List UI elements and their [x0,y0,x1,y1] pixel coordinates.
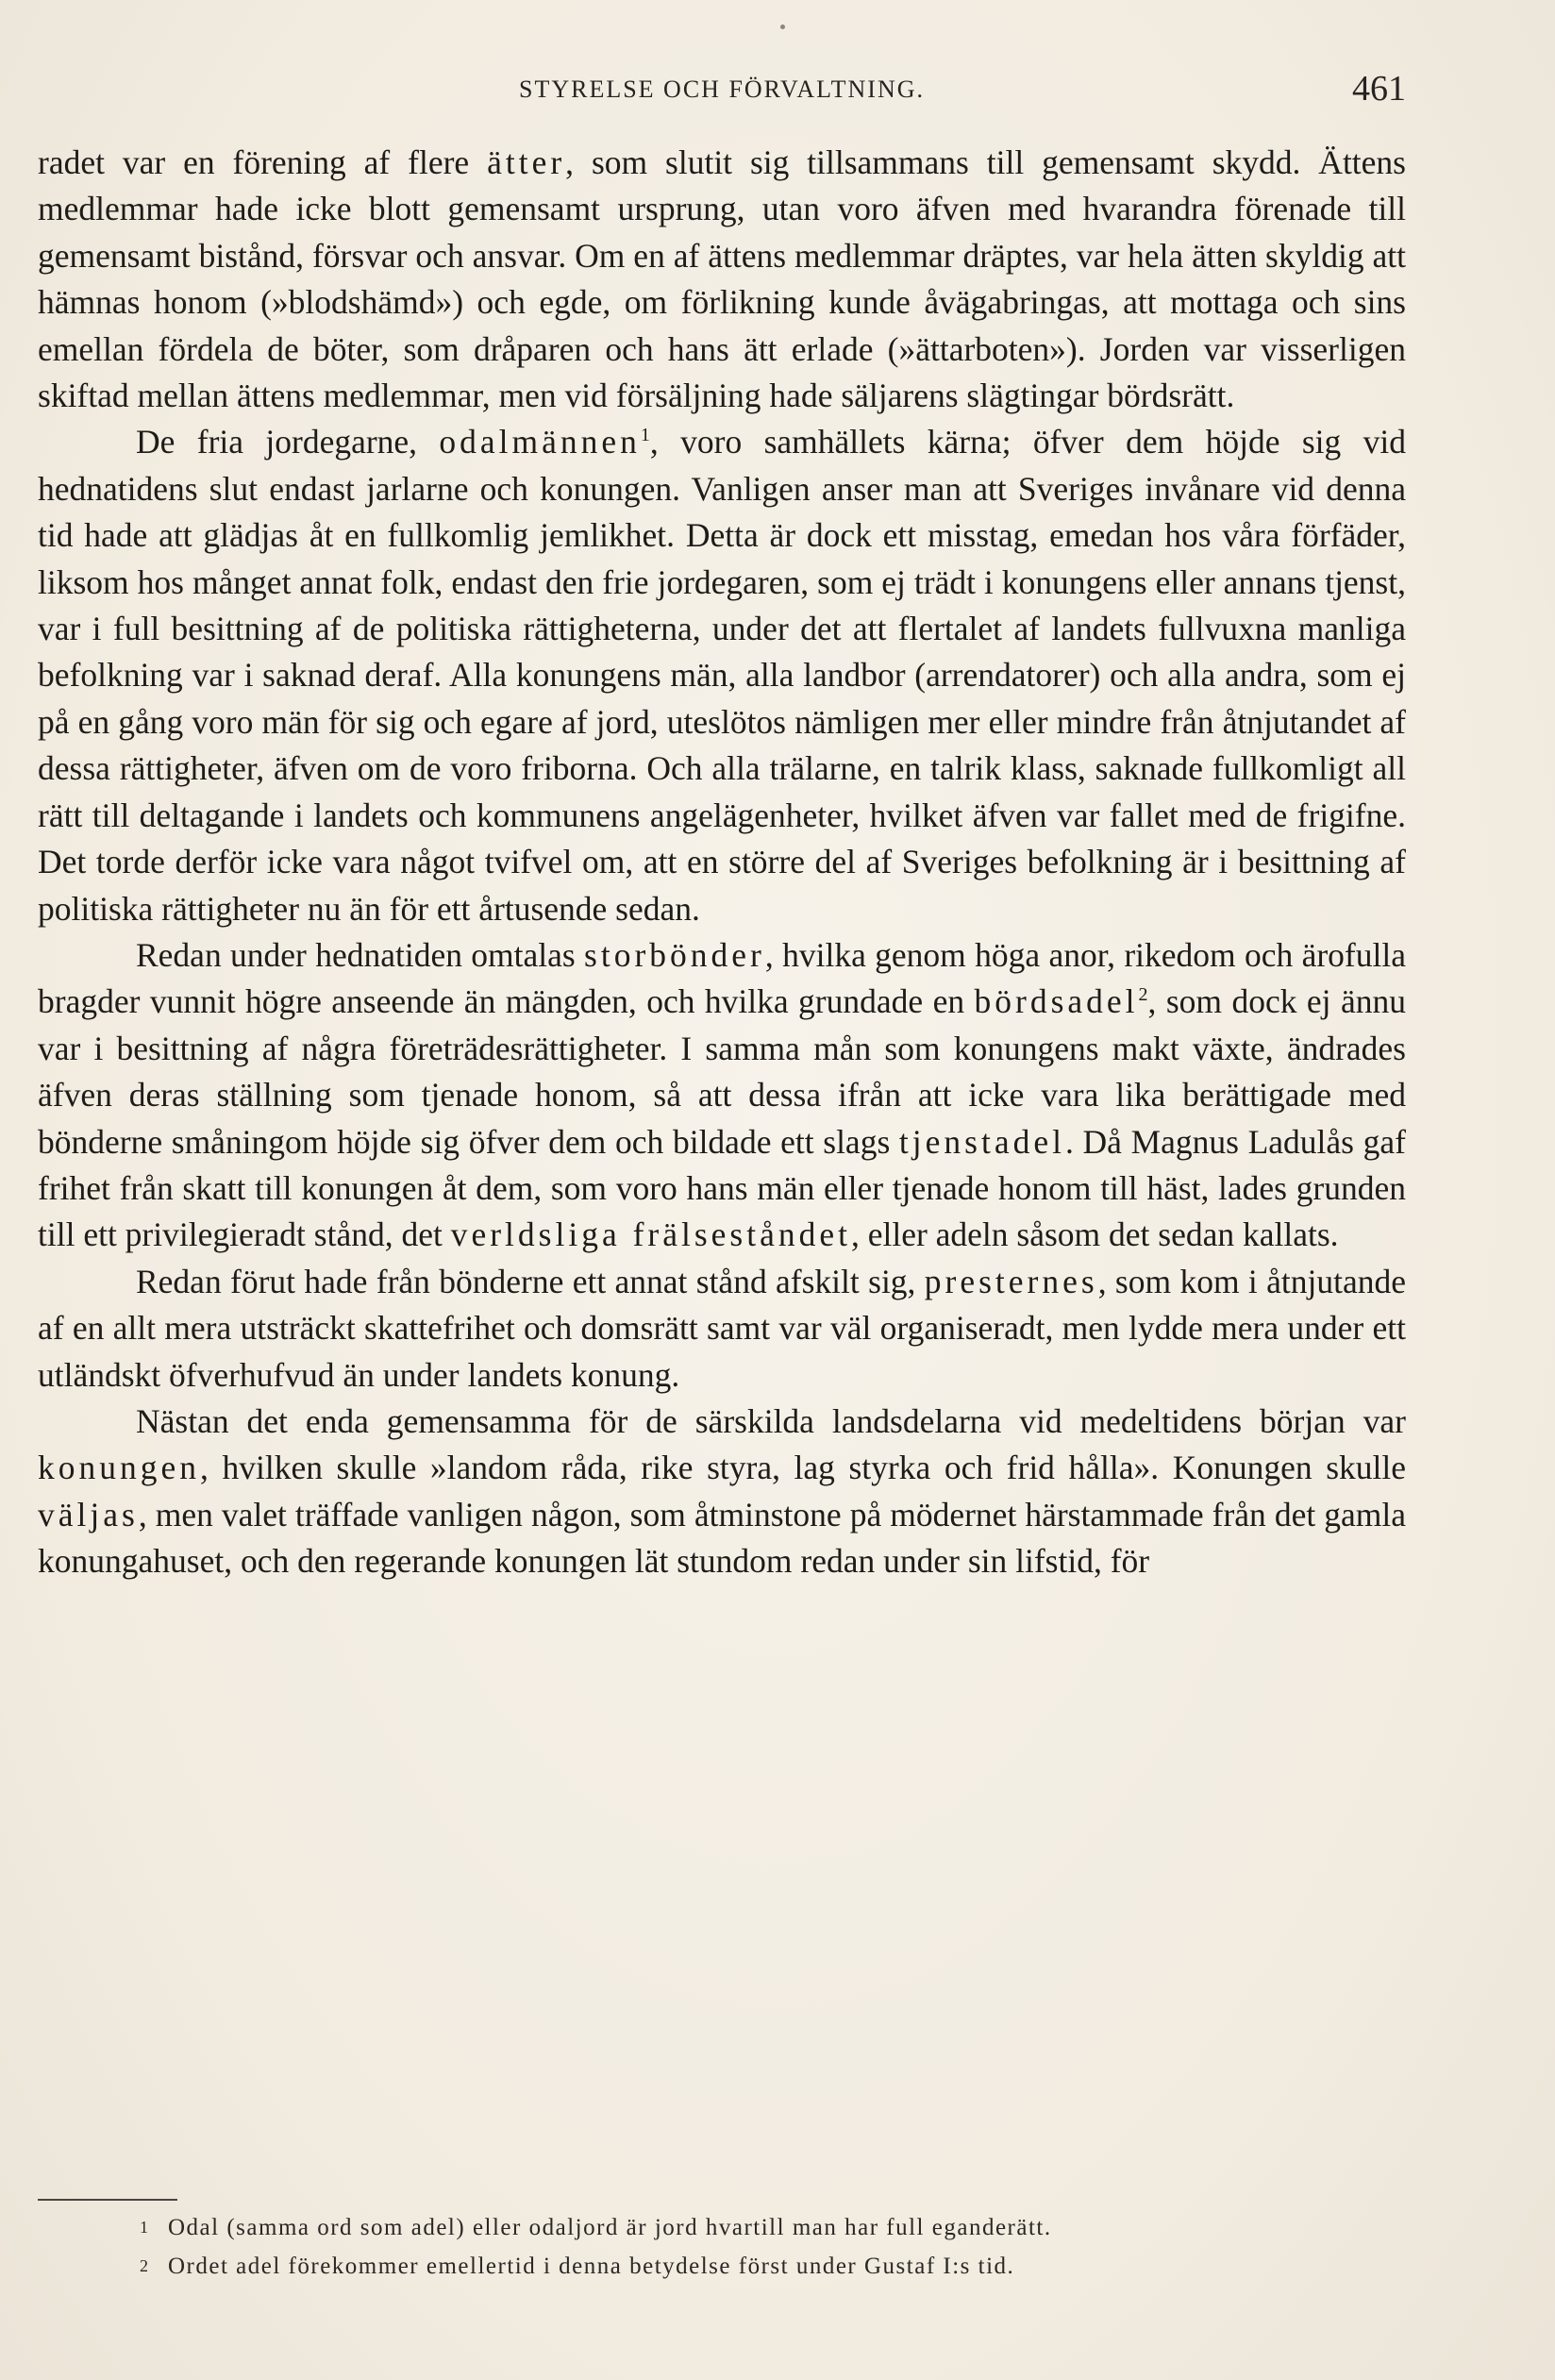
text-run: , som dock ej ännu var i besittning af några företrädesrättigheter. I samma mån som konungens makt växte, ändrades äfven deras ställning som tjenade honom, så att dessa ifrån att icke vara lika berättigade med bönderne småningom höjde sig öfver dem och bildade ett slags [38,982,1406,1161]
page-header [38,66,1406,113]
text-run: , hvilka genom höga anor, rikedom och ärofulla bragder vunnit högre anseende än mängden, och hvilka grundade en [38,935,1406,1021]
print-dot [780,25,785,29]
emphasized-term: ätter [487,143,566,181]
text-run: , voro samhällets kärna; öfver dem höjde sig vid hednatidens slut endast jarlarne och konungen. Vanligen anser man att Sveriges invånare vid denna tid hade att glädjas åt en fullkomlig jemlikhet. Detta är dock ett misstag, emedan hos våra förfäder, liksom hos månget annat folk, endast den frie jordegaren, som ej trädt i konungens eller annans tjenst, var i full besittning af de politiska rättigheterna, under det att flertalet af landets fullvuxna manliga befolkning var i saknad deraf. Alla konungens män, alla landbor (arrendatorer) och alla andra, som ej på en gång voro män för sig och egare af jord, uteslötos nämligen mer eller mindre från åtnjutandet af dessa rättigheter, äfven om de voro friborna. Och alla trälarne, en talrik klass, saknade fullkomligt all rätt till deltagande i landets och kommunens angelägenheter, hvilket äfven var fallet med de frigifne. Det torde derför icke vara något tvifvel om, att en större del af Sveriges befolkning är i besittning af politiska rättigheter nu än för ett årtusende sedan. [38,423,1406,928]
text-run: Redan under hednatiden omtalas [136,935,585,974]
footnote-divider [38,2199,177,2201]
paragraph [38,932,1406,1259]
text-run: , som slutit sig tillsammans till gemensamt skydd. Ättens medlemmar hade icke blott gemensamt ursprung, utan voro äfven med hvarandra förenade till gemensamt bistånd, försvar och ansvar. Om en af ättens medlemmar dräptes, var hela ätten skyldig att hämnas honom (»blodshämd») och egde, om förlikning kunde åvägabringas, att mottaga och sins emellan fördela de böter, som dråparen och hans ätt erlade (»ättarboten»). Jorden var visserligen skiftad mellan ättens medlemmar, men vid försäljning hade säljarens slägtingar bördsrätt. [38,143,1406,415]
text-run: , hvilken skulle »landom råda, rike styra, lag styrka och frid hålla». Konungen skulle [200,1449,1406,1487]
footnote [38,2208,1406,2247]
emphasized-term: konungen [38,1449,201,1487]
footnote [38,2247,1406,2286]
text-run: Nästan det enda gemensamma för de särskilda landsdelarna vid medeltidens början var [136,1401,1406,1440]
footnote-text: Ordet adel förekommer emellertid i denna betydelse först under Gustaf I:s tid. [168,2254,1015,2279]
page-number: 461 [1352,69,1406,109]
paragraph [38,419,1406,931]
footnote-number: 2 [140,2256,150,2275]
footnote-text: Odal (samma ord som adel) eller odaljord är jord hvartill man har full eganderätt. [168,2215,1052,2240]
text-run: , men valet träffade vanligen någon, som åtminstone på mödernet härstammade från det gamla konungahuset, och den regerande konungen lät stundom redan under sin lifstid, för [38,1495,1406,1581]
emphasized-term: presternes [924,1262,1098,1300]
footnote-reference: 2 [1138,984,1148,1006]
text-run: , eller adeln såsom det sedan kallats. [850,1215,1339,1254]
emphasized-term: tjenstadel [898,1122,1065,1161]
body-text [38,140,1406,1585]
text-run: , som kom i åtnjutande af en allt mera utsträckt skattefrihet och domsrätt samt var väl organiseradt, men lydde mera under ett utländskt öfverhufvud än under landets konung. [38,1262,1406,1394]
text-run: Redan förut hade från bönderne ett annat stånd afskilt sig, [136,1262,925,1300]
text-run: . Då Magnus Ladulås gaf frihet från skatt till konungen åt dem, som voro hans män eller tjenade honom till häst, lades grunden till ett privilegieradt stånd, det [38,1122,1406,1254]
paragraph [38,140,1406,419]
paragraph [38,1259,1406,1399]
paragraph [38,1399,1406,1585]
footnote-number: 1 [140,2218,150,2237]
text-run: De fria jordegarne, [136,423,440,461]
emphasized-term: verldsliga frälseståndet [450,1215,851,1254]
footnotes [38,2208,1406,2286]
emphasized-term: odalmännen [439,423,641,461]
running-title: STYRELSE OCH FÖRVALTNING. [518,75,926,103]
emphasized-term: storbönder [584,935,765,974]
text-run: radet var en förening af flere [38,143,488,181]
emphasized-term: bördsadel [974,982,1139,1021]
emphasized-term: väljas [38,1495,139,1534]
footnote-reference: 1 [640,425,650,446]
